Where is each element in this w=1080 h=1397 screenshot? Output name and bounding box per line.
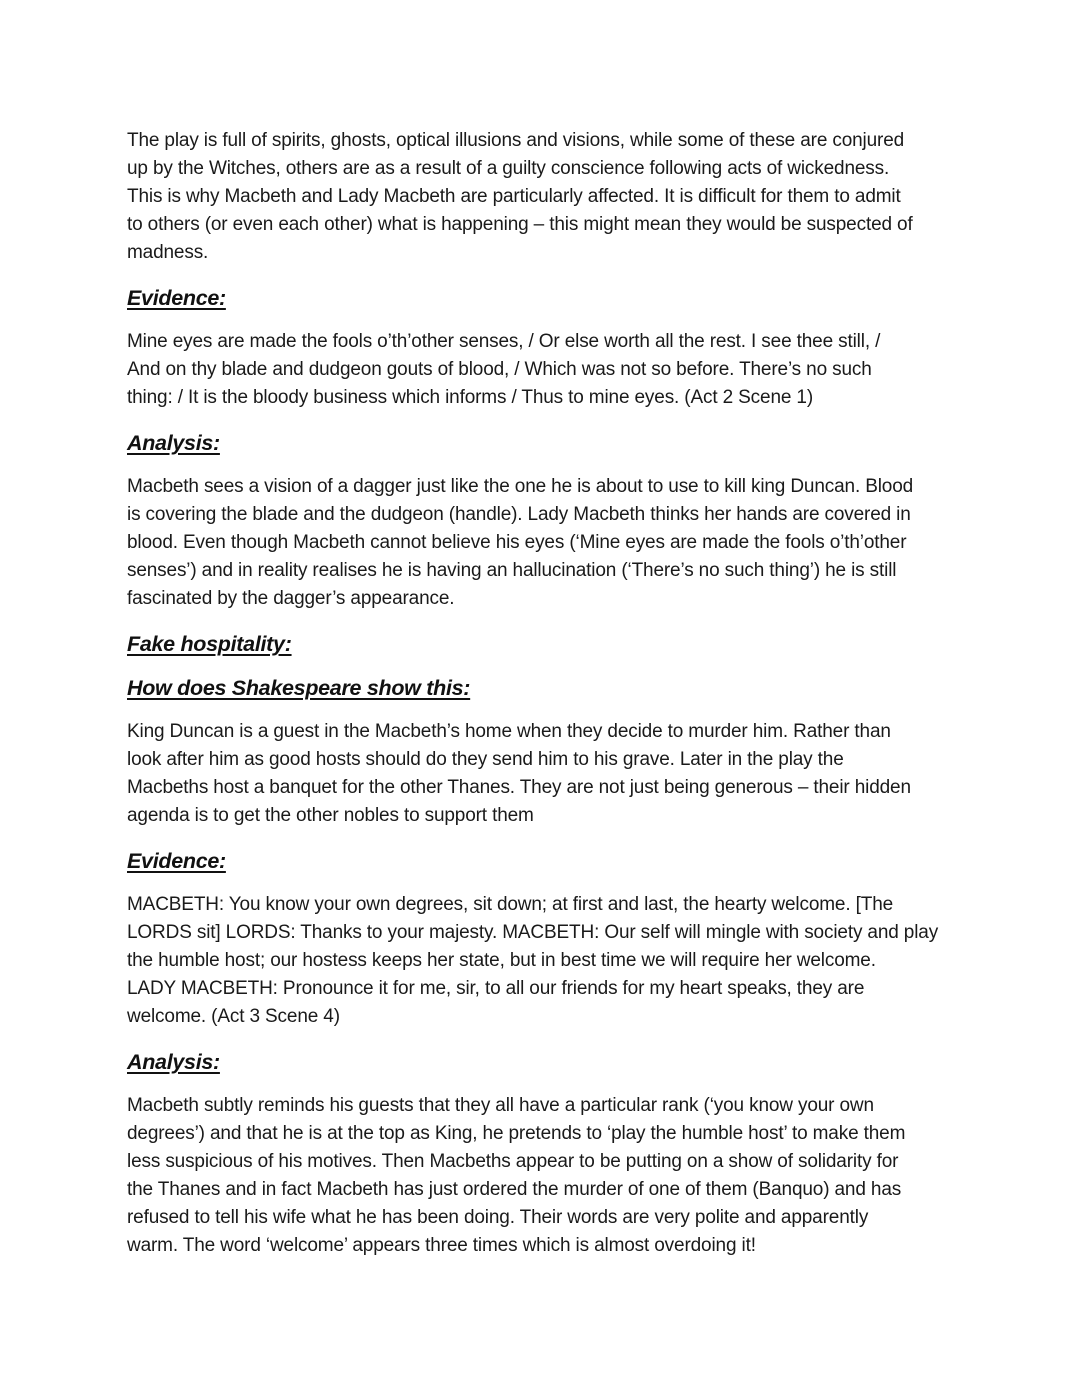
evidence-heading: Evidence:	[127, 286, 226, 310]
text-line: This is why Macbeth and Lady Macbeth are particularly affected. It is difficult for them to admit	[127, 186, 901, 207]
text-line: up by the Witches, others are as a result of a guilty conscience following acts of wickedness.	[127, 158, 890, 179]
text-line: And on thy blade and dudgeon gouts of blood, / Which was not so before. There’s no such	[127, 359, 872, 380]
spacer	[127, 875, 957, 891]
text-line: is covering the blade and the dudgeon (handle). Lady Macbeth thinks her hands are covered in	[127, 504, 911, 525]
how-paragraph	[127, 718, 957, 830]
text-line: to others (or even each other) what is happening – this might mean they would be suspected of	[127, 214, 913, 235]
text-line: degrees’) and that he is at the top as King, he pretends to ‘play the humble host’ to make them	[127, 1123, 906, 1144]
text-line: blood. Even though Macbeth cannot believe his eyes (‘Mine eyes are made the fools o’th’other	[127, 532, 907, 553]
spacer	[127, 457, 957, 473]
text-line: the Thanes and in fact Macbeth has just ordered the murder of one of them (Banquo) and has	[127, 1179, 902, 1200]
document-content	[127, 127, 957, 1260]
spacer	[127, 830, 957, 847]
analysis-heading: Analysis:	[127, 431, 220, 455]
spacer	[127, 658, 957, 674]
text-line: warm. The word ‘welcome’ appears three times which is almost overdoing it!	[127, 1235, 756, 1256]
text-line: less suspicious of his motives. Then Macbeths appear to be putting on a show of solidarity for	[127, 1151, 899, 1172]
text-line: LORDS sit] LORDS: Thanks to your majesty. MACBETH: Our self will mingle with society and play	[127, 922, 939, 943]
text-line: King Duncan is a guest in the Macbeth’s home when they decide to murder him. Rather than	[127, 721, 891, 742]
spacer	[127, 1031, 957, 1048]
how-shakespeare-heading: How does Shakespeare show this:	[127, 676, 471, 700]
spacer	[127, 267, 957, 284]
text-line: Mine eyes are made the fools o’th’other senses, / Or else worth all the rest. I see thee still, /	[127, 331, 881, 352]
text-line: look after him as good hosts should do they send him to his grave. Later in the play the	[127, 749, 844, 770]
analysis-heading: Analysis:	[127, 1050, 220, 1074]
text-line: Macbeths host a banquet for the other Thanes. They are not just being generous – their hidden	[127, 777, 911, 798]
text-line: agenda is to get the other nobles to support them	[127, 805, 534, 826]
text-line: fascinated by the dagger’s appearance.	[127, 588, 455, 609]
text-line: LADY MACBETH: Pronounce it for me, sir, to all our friends for my heart speaks, they are	[127, 978, 865, 999]
text-line: The play is full of spirits, ghosts, optical illusions and visions, while some of these are conjured	[127, 130, 905, 151]
text-line: the humble host; our hostess keeps her state, but in best time we will require her welcome.	[127, 950, 876, 971]
spacer	[127, 412, 957, 429]
spacer	[127, 702, 957, 718]
text-line: thing: / It is the bloody business which informs / Thus to mine eyes. (Act 2 Scene 1)	[127, 387, 814, 408]
text-line: welcome. (Act 3 Scene 4)	[127, 1006, 340, 1027]
text-line: MACBETH: You know your own degrees, sit down; at first and last, the hearty welcome. [The	[127, 894, 894, 915]
spacer	[127, 1076, 957, 1092]
text-line: Macbeth sees a vision of a dagger just like the one he is about to use to kill king Duncan. Blood	[127, 476, 914, 497]
evidence-quote-paragraph	[127, 328, 957, 412]
analysis-paragraph	[127, 473, 957, 613]
fake-hospitality-heading: Fake hospitality:	[127, 632, 292, 656]
evidence-heading: Evidence:	[127, 849, 226, 873]
text-line: refused to tell his wife what he has been doing. Their words are very polite and apparently	[127, 1207, 869, 1228]
spacer	[127, 613, 957, 630]
analysis-paragraph	[127, 1092, 957, 1260]
spacer	[127, 312, 957, 328]
evidence-quote-paragraph	[127, 891, 957, 1031]
intro-paragraph	[127, 127, 957, 267]
text-line: Macbeth subtly reminds his guests that they all have a particular rank (‘you know your own	[127, 1095, 874, 1116]
text-line: madness.	[127, 242, 209, 263]
text-line: senses’) and in reality realises he is having an hallucination (‘There’s no such thing’) he is still	[127, 560, 897, 581]
